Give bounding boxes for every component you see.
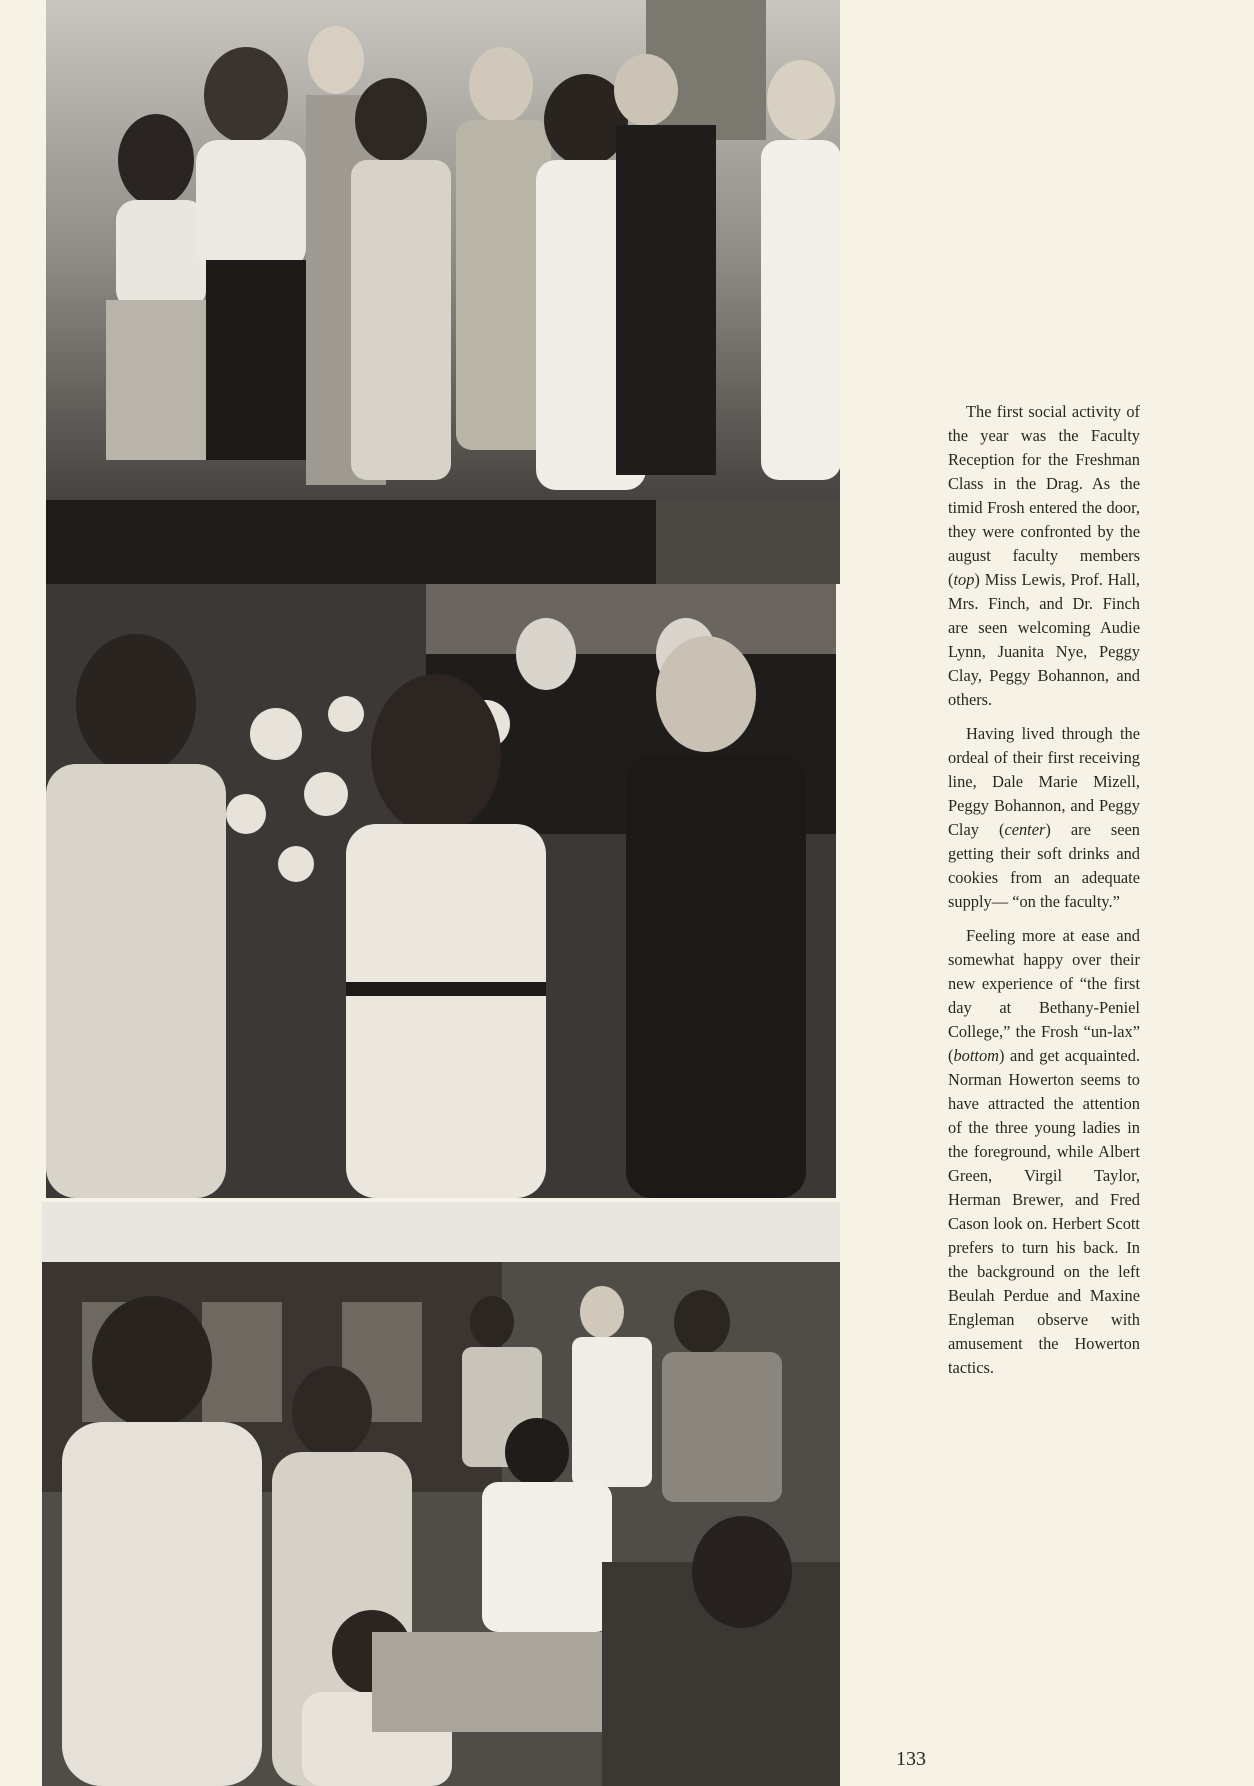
photo-receiving-line bbox=[46, 0, 840, 584]
caption-paragraph-1 bbox=[948, 400, 1140, 712]
caption-text-run: Having lived through the ordeal of their first receiving line, Dale Marie Mizell, Peggy Bohannon, and Peggy Clay ( bbox=[948, 724, 1140, 839]
caption-text-run: ) and get acquainted. Norman Howerton seems to have attracted the attention of the three young ladies in the foreground, while Albert Green, Virgil Taylor, Herman Brewer, and Fred Cason look on. Herbert Scott prefers to turn his back. In the background on the left Beulah Perdue and Maxine Engleman observe with amusement the Howerton tactics. bbox=[948, 1046, 1140, 1377]
caption-text-run: The first social activity of the year was the Faculty Reception for the Freshman Class in the Drag. As the timid Frosh entered the door, they were confronted by the august faculty members ( bbox=[948, 402, 1140, 589]
caption-paragraph-2 bbox=[948, 722, 1140, 914]
caption-text-run: ) Miss Lewis, Prof. Hall, Mrs. Finch, and Dr. Finch are seen welcoming Audie Lynn, Juanita Nye, Peggy Clay, Peggy Bohannon, and others. bbox=[948, 570, 1140, 709]
caption-text-run: ) are seen getting their soft drinks and cookies from an adequate supply— “on the faculty.” bbox=[948, 820, 1140, 911]
caption-paragraph-3 bbox=[948, 924, 1140, 1380]
photo-refreshments-image bbox=[46, 584, 836, 1198]
caption-text-run: Feeling more at ease and somewhat happy over their new experience of “the first day at Bethany-Peniel College,” the Frosh “un-lax” ( bbox=[948, 926, 1140, 1065]
caption-text bbox=[948, 400, 1140, 1390]
caption-emphasis: bottom bbox=[953, 1046, 999, 1065]
caption-emphasis: top bbox=[953, 570, 975, 589]
caption-emphasis: center bbox=[1004, 820, 1046, 839]
photo-getting-acquainted bbox=[42, 1202, 840, 1786]
photo-getting-acquainted-image bbox=[42, 1202, 840, 1786]
page-number: 133 bbox=[896, 1748, 926, 1770]
photo-receiving-line-image bbox=[46, 0, 840, 584]
photo-refreshments bbox=[46, 584, 836, 1198]
